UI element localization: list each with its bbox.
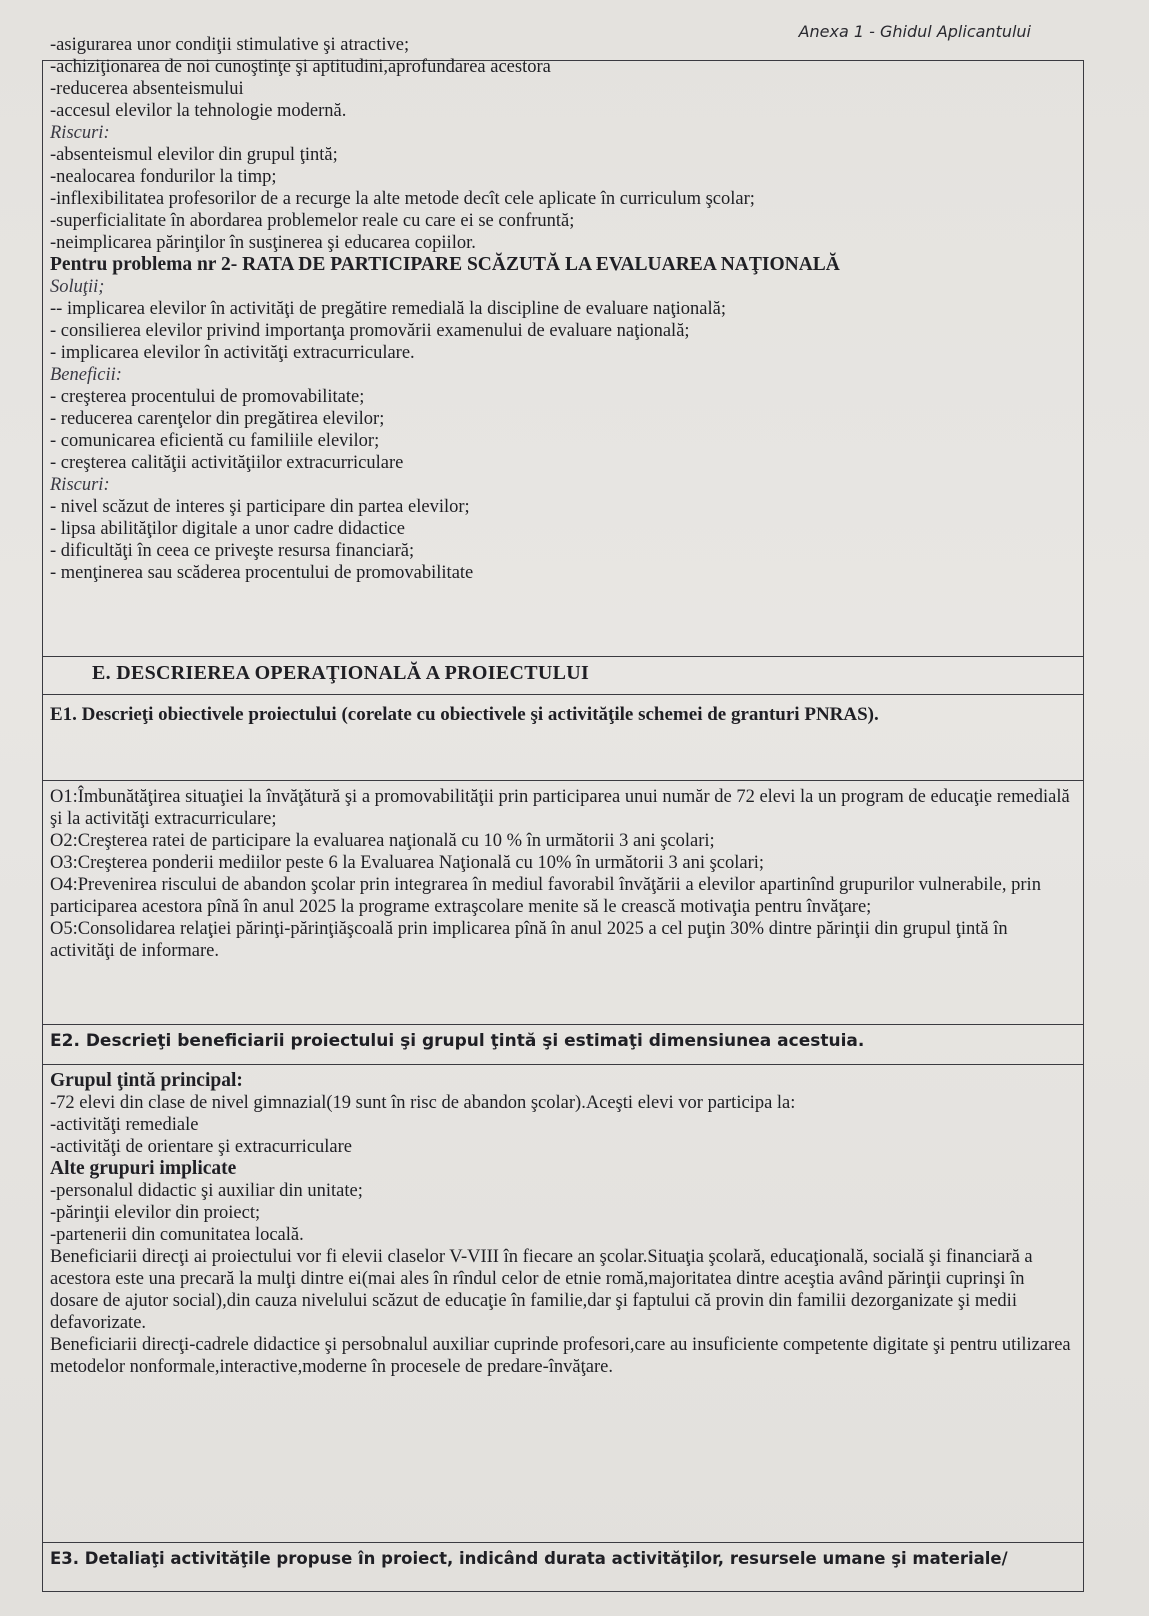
benefit-line: - creşterea procentului de promovabilitate; bbox=[50, 387, 365, 407]
solution-line: -- implicarea elevilor în activităţi de pregătire remedială la discipline de evaluare naţională; bbox=[50, 299, 726, 319]
risk-line: - dificultăţi în ceea ce priveşte resursa financiară; bbox=[50, 541, 415, 561]
objective-item: O3:Creşterea ponderii mediilor peste 6 la Evaluarea Naţională cu 10% în următorii 3 ani şcolari; bbox=[50, 853, 765, 873]
benefit-line: -achiziţionarea de noi cunoştinţe şi aptitudini,aprofundarea acestora bbox=[50, 57, 551, 77]
risk-line: - nivel scăzut de interes şi participare din partea elevilor; bbox=[50, 497, 470, 517]
main-group-label: Grupul ţintă principal: bbox=[50, 1070, 243, 1091]
benefit-line: - comunicarea eficientă cu familiile elevilor; bbox=[50, 431, 380, 451]
objective-item: O5:Consolidarea relaţiei părinţi-părinţiăşcoală prin implicarea pînă în anul 2025 a cel puţin 30% dintre părinţii din grupul ţintă în activităţi de informare. bbox=[50, 919, 1008, 961]
solution-line: - consilierea elevilor privind importanţa promovării examenului de evaluare naţională; bbox=[50, 321, 690, 341]
risk-line: - lipsa abilităţilor digitale a unor cadre didactice bbox=[50, 519, 405, 539]
benefit-line: -reducerea absenteismului bbox=[50, 79, 244, 99]
e3-question: E3. Detaliaţi activităţile propuse în proiect, indicând durata activităţilor, resursele umane şi materiale/ bbox=[50, 1549, 1008, 1568]
solutions-label: Soluţii; bbox=[50, 277, 105, 297]
objective-item: O1:Îmbunătăţirea situaţiei la învăţătură şi a promovabilităţii prin participarea unui număr de 72 elevi la un program de educaţie remedială şi la activităţi extracurriculare; bbox=[50, 787, 1070, 829]
e3-question-row bbox=[42, 1548, 1084, 1570]
other-groups-label: Alte grupuri implicate bbox=[50, 1158, 237, 1179]
divider bbox=[42, 1542, 1084, 1543]
e1-objectives bbox=[42, 786, 1084, 962]
section-e-title: E. DESCRIEREA OPERAŢIONALĂ A PROIECTULUI bbox=[92, 662, 590, 684]
risk-line: - menţinerea sau scăderea procentului de promovabilitate bbox=[50, 563, 474, 583]
risks-label: Riscuri: bbox=[50, 475, 110, 495]
benefits-label: Beneficii: bbox=[50, 365, 122, 385]
e1-question-row bbox=[42, 704, 1084, 726]
risk-line: -neimplicarea părinţilor în susţinerea şi educarea copiilor. bbox=[50, 233, 476, 253]
section-e-title-row bbox=[42, 662, 1084, 685]
benefit-line: - reducerea carenţelor din pregătirea elevilor; bbox=[50, 409, 385, 429]
objective-item: O2:Creşterea ratei de participare la evaluarea naţională cu 10 % în următorii 3 ani şcolari; bbox=[50, 831, 715, 851]
problem-2-title: Pentru problema nr 2- RATA DE PARTICIPARE SCĂZUTĂ LA EVALUAREA NAŢIONALĂ bbox=[50, 254, 840, 275]
divider bbox=[42, 1064, 1084, 1065]
main-group-line: -72 elevi din clase de nivel gimnazial(19 sunt în risc de abandon şcolar).Aceşti elevi vor participa la: bbox=[50, 1093, 796, 1113]
benefit-line: -accesul elevilor la tehnologie modernă. bbox=[50, 101, 347, 121]
divider bbox=[42, 694, 1084, 695]
benefit-line: - creşterea calităţii activităţiilor extracurriculare bbox=[50, 453, 404, 473]
beneficiaries-paragraph: Beneficiarii direcţi-cadrele didactice şi persobnalul auxiliar cuprinde profesori,care au insuficiente competente digitate şi pentru utilizarea metodelor nonformale,interactive,moderne în procesele de predare-învăţare. bbox=[50, 1335, 1071, 1377]
divider bbox=[42, 656, 1084, 657]
other-group-line: -personalul didactic şi auxiliar din unitate; bbox=[50, 1181, 363, 1201]
beneficiaries-paragraph: Beneficiarii direcţi ai proiectului vor fi elevii claselor V-VIII în fiecare an şcolar.Situaţia şcolară, educaţională, socială şi financiară a acestora este una precară la mulţi dintre ei(mai ales în rîndul celor de etnie romă,majoritatea dintre aceştia având părinţii cuprinşi în dosare de ajutor social),din cauza nivelului scăzut de educaţie în familie,dar şi faptului că provin din familii dezorganizate şi medii defavorizate. bbox=[50, 1247, 1033, 1333]
other-group-line: -părinţii elevilor din proiect; bbox=[50, 1203, 261, 1223]
other-group-line: -partenerii din comunitatea locală. bbox=[50, 1225, 304, 1245]
e2-question: E2. Descrieţi beneficiarii proiectului şi grupul ţintă şi estimaţi dimensiunea acestuia. bbox=[50, 1031, 865, 1051]
risk-line: -superficialitate în abordarea problemelor reale cu care ei se confruntă; bbox=[50, 211, 575, 231]
divider bbox=[42, 1024, 1084, 1025]
solution-line: - implicarea elevilor în activităţi extracurriculare. bbox=[50, 343, 415, 363]
risk-line: -nealocarea fondurilor la timp; bbox=[50, 167, 277, 187]
main-group-line: -activităţi de orientare şi extracurriculare bbox=[50, 1137, 352, 1157]
main-group-line: -activităţi remediale bbox=[50, 1115, 199, 1135]
problem-analysis-block bbox=[42, 34, 1084, 584]
annex-header-note: Anexa 1 - Ghidul Aplicantului bbox=[798, 22, 1031, 41]
divider bbox=[42, 780, 1084, 781]
risks-label: Riscuri: bbox=[50, 123, 110, 143]
e2-question-row bbox=[42, 1030, 1084, 1052]
objective-item: O4:Prevenirea riscului de abandon şcolar prin integrarea în mediul favorabil învăţării a elevilor apartinînd grupurilor vulnerabile, prin participarea acestora pînă în anul 2025 la programe extraşcolare menite să le crească motivaţia pentru învăţare; bbox=[50, 875, 1041, 917]
e1-question: E1. Descrieţi obiectivele proiectului (corelate cu obiectivele şi activităţile schemei de granturi PNRAS). bbox=[50, 704, 879, 725]
risk-line: -inflexibilitatea profesorilor de a recurge la alte metode decît cele aplicate în curriculum şcolar; bbox=[50, 189, 755, 209]
benefit-line: -asigurarea unor condiţii stimulative şi atractive; bbox=[50, 35, 410, 55]
risk-line: -absenteismul elevilor din grupul ţintă; bbox=[50, 145, 338, 165]
e2-target-group bbox=[42, 1070, 1084, 1378]
